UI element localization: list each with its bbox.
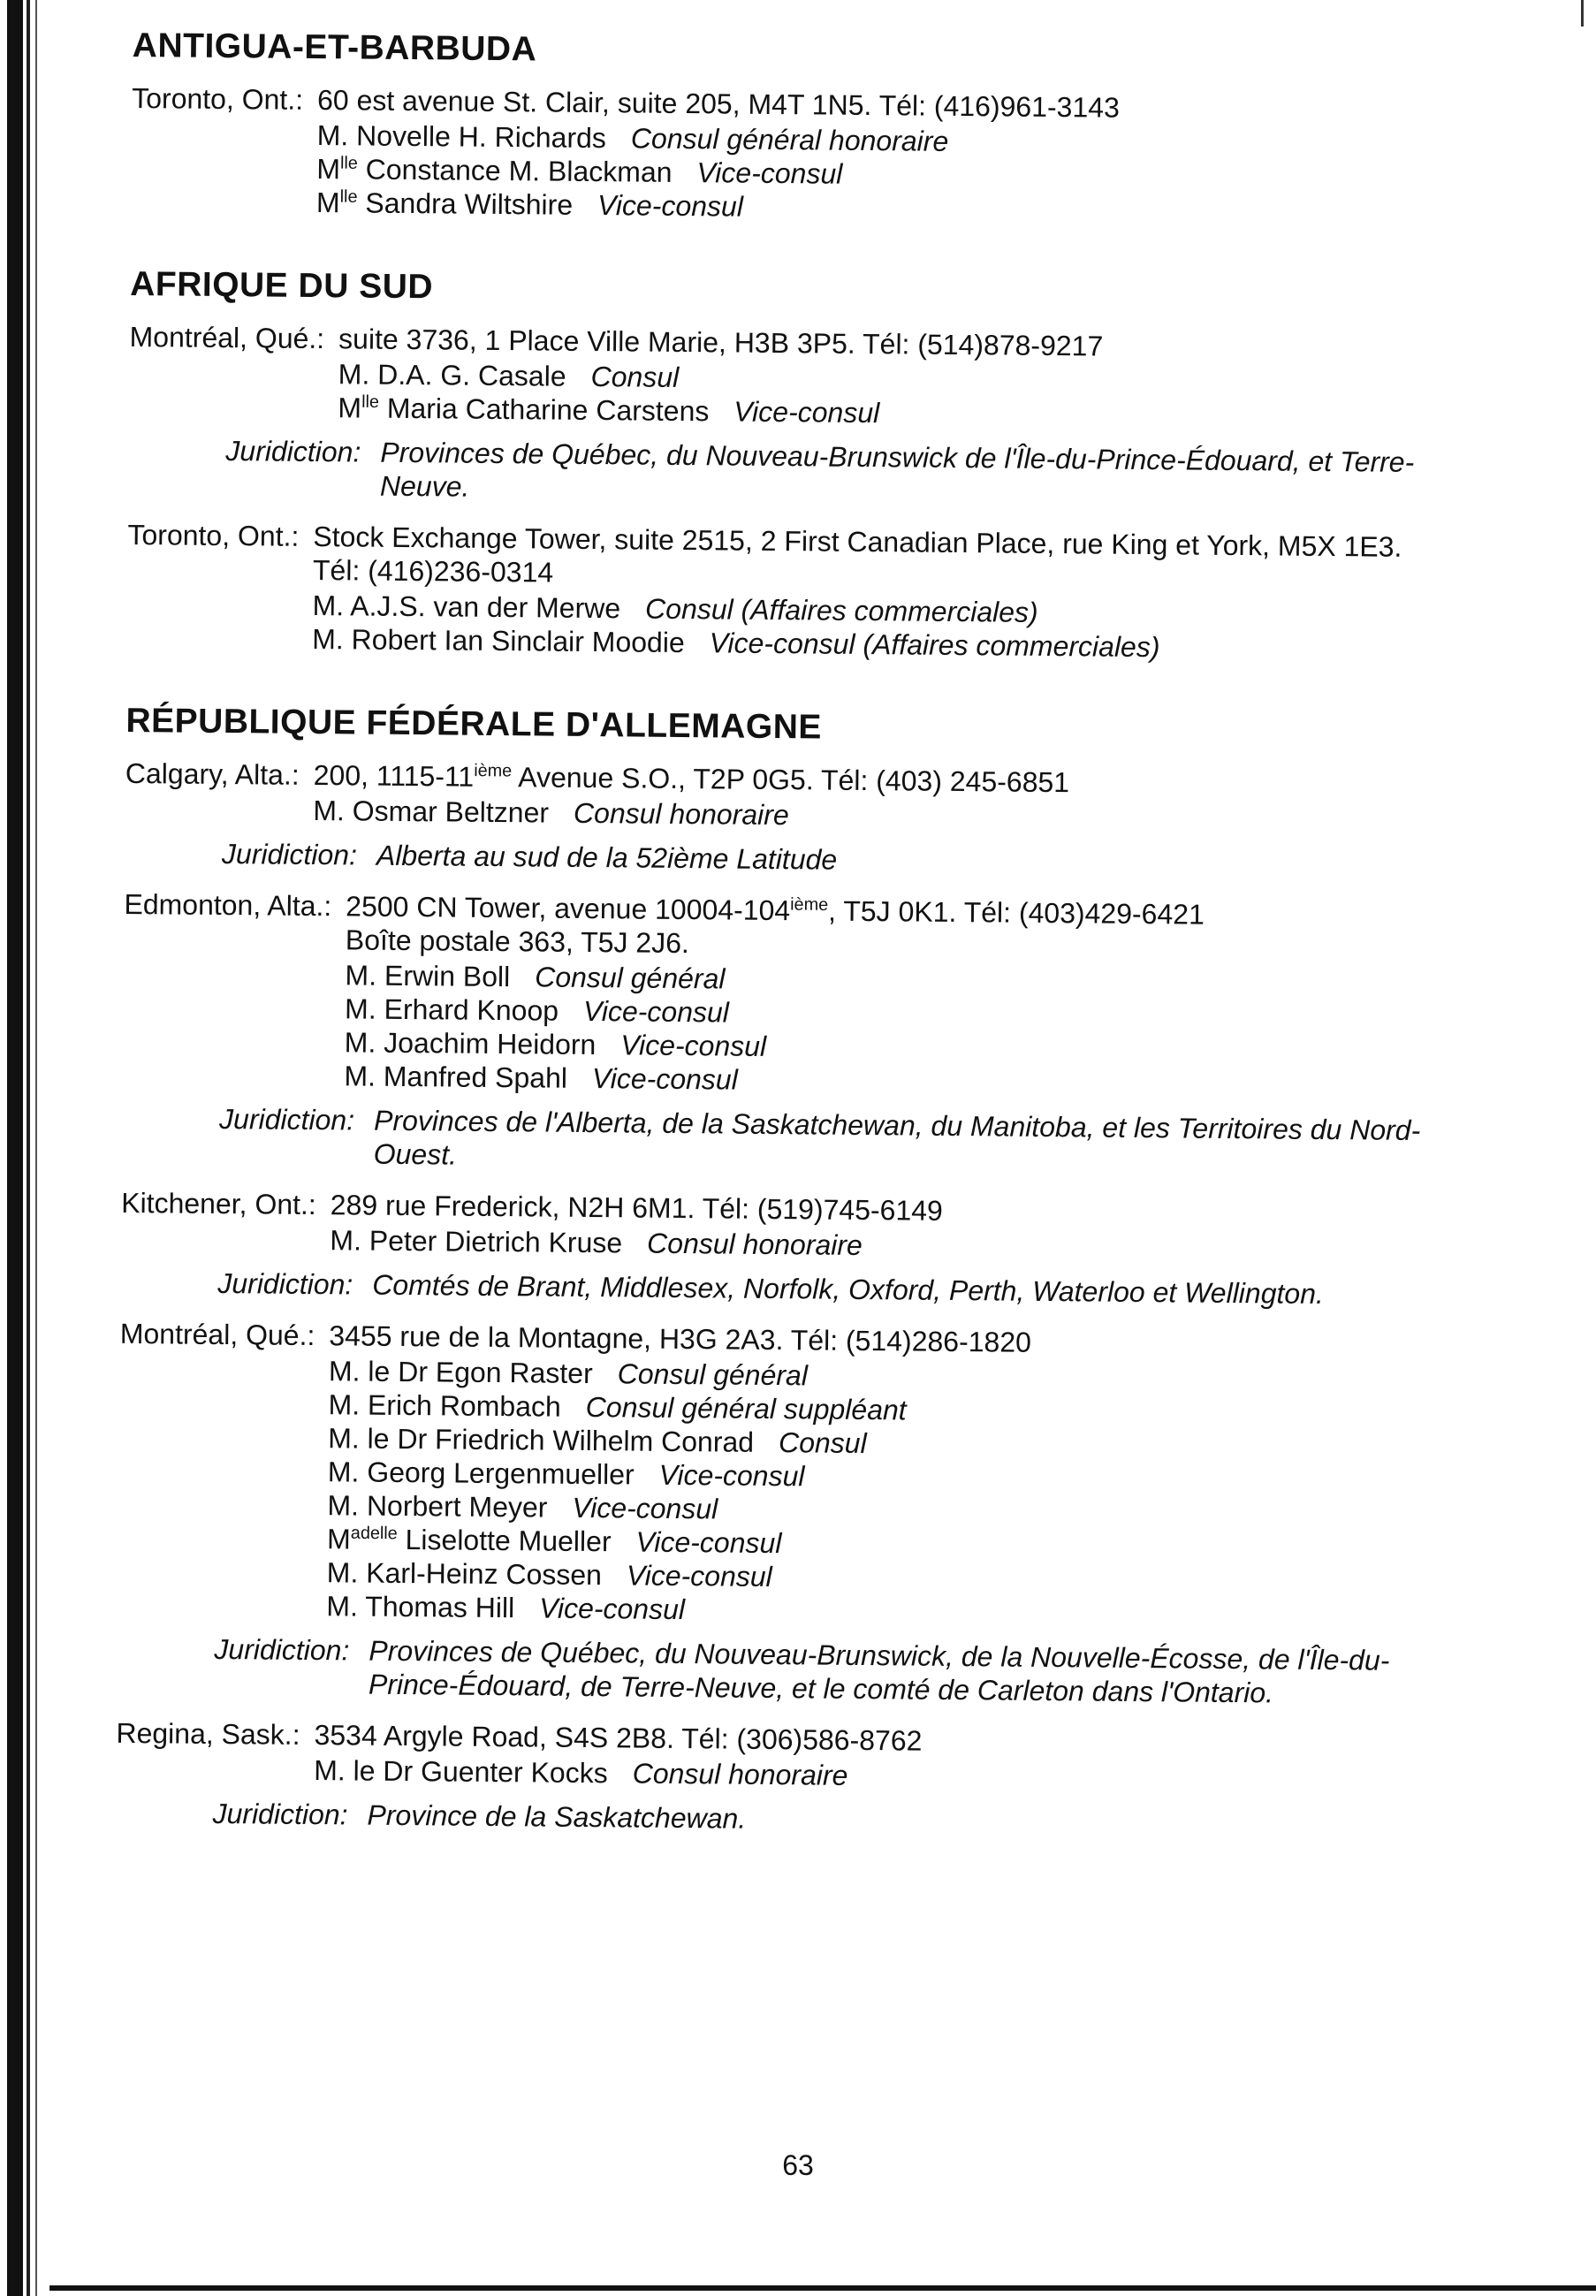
jurisdiction-text: Provinces de Québec, du Nouveau-Brunswick de l'Île-du-Prince-Édouard, et Terre-Neuve. [379, 436, 1415, 503]
consulate-office [117, 1317, 1428, 1711]
address-line: 60 est avenue St. Clair, suite 205, M4T 1N5. Tél: (416)961-3143 [316, 84, 1121, 124]
jurisdiction-text: Province de la Saskatchewan. [367, 1798, 747, 1835]
person-prefix: M. [326, 1590, 359, 1623]
person-prefix: M. [312, 622, 344, 656]
person-title: Consul général suppléant [585, 1390, 907, 1426]
consulate-office [128, 320, 1438, 513]
country-section [115, 702, 1433, 1842]
city-label: Regina, Sask.: [116, 1716, 300, 1751]
person-prefix: M [315, 186, 340, 219]
country-heading: RÉPUBLIQUE FÉDÉRALE D'ALLEMAGNE [125, 701, 823, 747]
jurisdiction-row [212, 1797, 1423, 1842]
jurisdiction-label: Juridiction: [221, 838, 358, 871]
person-prefix-sup: adelle [350, 1523, 398, 1544]
address-block [338, 322, 1438, 435]
person-title: Vice-consul [538, 1592, 686, 1626]
consulate-office [120, 1186, 1429, 1311]
persons-list [316, 118, 1440, 230]
page-bottom-edge [49, 2282, 1596, 2296]
person-name: Novelle H. Richards [355, 119, 607, 155]
person-prefix: M. [326, 1556, 359, 1589]
person-prefix: M. [338, 358, 370, 391]
person-title: Vice-consul [591, 1062, 738, 1096]
address-line: 3534 Argyle Road, S4S 2B8. Tél: (306)586-8762 [314, 1719, 923, 1757]
person-name: Erwin Boll [384, 959, 511, 993]
person-name: Manfred Spahl [383, 1060, 568, 1094]
page-number: 63 [782, 2149, 814, 2181]
person-name: Peter Dietrich Kruse [369, 1224, 623, 1259]
person-title: Consul [590, 360, 680, 393]
person-name: Erich Rombach [367, 1388, 561, 1423]
person-name: le Dr Friedrich Wilhelm Conrad [367, 1422, 755, 1458]
person-prefix: M. [345, 959, 377, 992]
person-name: le Dr Guenter Kocks [353, 1754, 608, 1790]
person-prefix: M. [344, 1060, 376, 1092]
person-prefix: M. [313, 794, 346, 827]
person-title: Consul honoraire [632, 1757, 848, 1791]
person-prefix-sup: lle [339, 153, 359, 173]
city-label: Montréal, Qué.: [119, 1317, 315, 1352]
person-name: Erhard Knoop [384, 992, 559, 1027]
consulate-office [126, 518, 1435, 666]
person-title: Consul honoraire [646, 1227, 863, 1261]
address-block [330, 1188, 1429, 1267]
jurisdiction-row [217, 1266, 1428, 1311]
city-address-row [118, 1317, 1428, 1633]
jurisdiction-text: Comtés de Brant, Middlesex, Norfolk, Oxford, Perth, Waterloo et Wellington. [372, 1268, 1325, 1311]
person-name: Georg Lergenmueller [367, 1456, 635, 1491]
persons-list [344, 958, 1432, 1103]
person-prefix: M [338, 392, 362, 424]
person-prefix: M. [344, 992, 376, 1025]
person-prefix: M. [344, 1026, 376, 1059]
jurisdiction-text: Provinces de l'Alberta, de la Saskatchewan, du Manitoba, et les Territoires du Nord-Ouest. [373, 1104, 1421, 1171]
book-spine-shadow [0, 0, 51, 2296]
jurisdiction-label: Juridiction: [212, 1797, 348, 1831]
person-name: Norbert Meyer [366, 1489, 548, 1524]
address-line: 2500 CN Tower, avenue 10004-104ième, T5J 0K1. Tél: (403)429-6421 [346, 890, 1205, 931]
person-title: Vice-consul [597, 189, 744, 223]
person-prefix: M [316, 153, 341, 186]
person-prefix: M [326, 1523, 351, 1555]
address-block [344, 889, 1432, 1103]
person-name: Thomas Hill [365, 1590, 515, 1624]
person-name: Liselotte Mueller [405, 1524, 612, 1558]
person-prefix-sup: lle [361, 392, 380, 413]
jurisdiction-label: Juridiction: [225, 435, 361, 468]
person-prefix: M. [312, 589, 345, 622]
city-label: Toronto, Ont.: [127, 518, 300, 552]
person-title: Vice-consul [733, 395, 880, 430]
person-prefix: M. [328, 1388, 361, 1421]
jurisdiction-row [214, 1632, 1425, 1711]
persons-list [338, 357, 1437, 435]
person-title: Vice-consul [582, 994, 730, 1029]
country-section [131, 27, 1440, 230]
person-title: Vice-consul (Affaires commerciales) [709, 627, 1160, 664]
person-name: Maria Catharine Carstens [386, 392, 710, 428]
person-title: Consul général [617, 1357, 809, 1392]
address-line: suite 3736, 1 Place Ville Marie, H3B 3P5. Tél: (514)878-9217 [338, 323, 1104, 362]
city-address-row [125, 756, 1433, 838]
person-name: le Dr Egon Raster [368, 1355, 593, 1390]
address-line: 200, 1115-11ième Avenue S.O., T2P 0G5. Tél: (403) 245-6851 [313, 759, 1070, 799]
address-block [314, 1718, 1425, 1798]
person-title: Consul général [535, 961, 726, 995]
address-line: 289 rue Frederick, N2H 6M1. Tél: (519)745-6149 [330, 1189, 944, 1227]
city-address-row [131, 81, 1440, 230]
country-heading: ANTIGUA-ET-BARBUDA [132, 27, 537, 69]
consulate-office [125, 756, 1433, 882]
person-title: Vice-consul [626, 1559, 772, 1593]
person-name: Sandra Wiltshire [365, 186, 574, 221]
address-line: Stock Exchange Tower, suite 2515, 2 First Canadian Place, rue King et York, M5X 1E3. Tél: (416)236-0314 [312, 520, 1402, 589]
consulate-office [131, 81, 1440, 230]
address-block [316, 83, 1440, 230]
consulate-office [122, 887, 1433, 1181]
person-prefix: M. [328, 1355, 361, 1387]
persons-list [326, 1354, 1427, 1633]
city-label: Edmonton, Alta.: [124, 887, 332, 923]
address-block [326, 1319, 1428, 1633]
jurisdiction-label: Juridiction: [217, 1266, 353, 1301]
city-address-row [116, 1716, 1425, 1798]
address-block [312, 520, 1436, 666]
address-block [313, 758, 1433, 838]
jurisdiction-text: Provinces de Québec, du Nouveau-Brunswick, de la Nouvelle-Écosse, de l'Île-du-Prince-Édouard, de Terre-Neuve, et le comté de Carleton dans l'Ontario. [368, 1634, 1390, 1709]
city-address-row [129, 320, 1438, 435]
person-prefix: M. [328, 1422, 360, 1455]
city-address-row [121, 1186, 1430, 1267]
city-label: Toronto, Ont.: [132, 81, 304, 116]
address-line: 3455 rue de la Montagne, H3G 2A3. Tél: (514)286-1820 [329, 1319, 1032, 1358]
person-prefix: M. [330, 1224, 362, 1257]
person-name: A.J.S. van der Merwe [350, 589, 621, 625]
person-prefix: M. [316, 119, 349, 152]
person-title: Consul général honoraire [630, 122, 949, 157]
person-name: Joachim Heidorn [384, 1026, 597, 1061]
country-heading: AFRIQUE DU SUD [129, 264, 434, 307]
persons-list [312, 589, 1435, 666]
city-label: Kitchener, Ont.: [121, 1186, 316, 1221]
person-prefix: M. [314, 1754, 346, 1787]
person-name: Karl-Heinz Cossen [366, 1556, 603, 1592]
person-prefix: M. [327, 1456, 360, 1488]
person-name: Constance M. Blackman [365, 153, 673, 188]
person-prefix-sup: lle [339, 186, 358, 207]
person-title: Vice-consul [620, 1029, 767, 1062]
jurisdiction-label: Juridiction: [218, 1102, 355, 1137]
city-address-row [126, 518, 1435, 666]
person-title: Vice-consul [572, 1491, 718, 1525]
jurisdiction-text: Alberta au sud de la 52ième Latitude [376, 839, 838, 876]
page-edge-mark [1581, 0, 1596, 27]
city-address-row [122, 887, 1432, 1103]
city-label: Calgary, Alta.: [125, 756, 300, 791]
jurisdiction-row [222, 837, 1433, 882]
consulate-office [115, 1716, 1424, 1842]
country-section [126, 265, 1438, 666]
jurisdiction-row [219, 1102, 1431, 1181]
person-title: Consul [778, 1426, 867, 1460]
person-name: D.A. G. Casale [377, 358, 566, 392]
person-title: Vice-consul [696, 156, 843, 190]
jurisdiction-row [225, 434, 1437, 513]
document-page [115, 27, 1440, 1889]
person-title: Consul (Affaires commerciales) [644, 592, 1038, 628]
person-name: Robert Ian Sinclair Moodie [351, 623, 685, 659]
city-label: Montréal, Qué.: [129, 320, 325, 355]
person-title: Consul honoraire [573, 796, 789, 832]
person-title: Vice-consul [658, 1458, 805, 1493]
person-prefix: M. [327, 1489, 360, 1522]
address-line: Boîte postale 363, T5J 2J6. [345, 924, 690, 960]
jurisdiction-label: Juridiction: [214, 1632, 350, 1667]
person-title: Vice-consul [635, 1525, 782, 1560]
person-name: Osmar Beltzner [352, 794, 550, 829]
